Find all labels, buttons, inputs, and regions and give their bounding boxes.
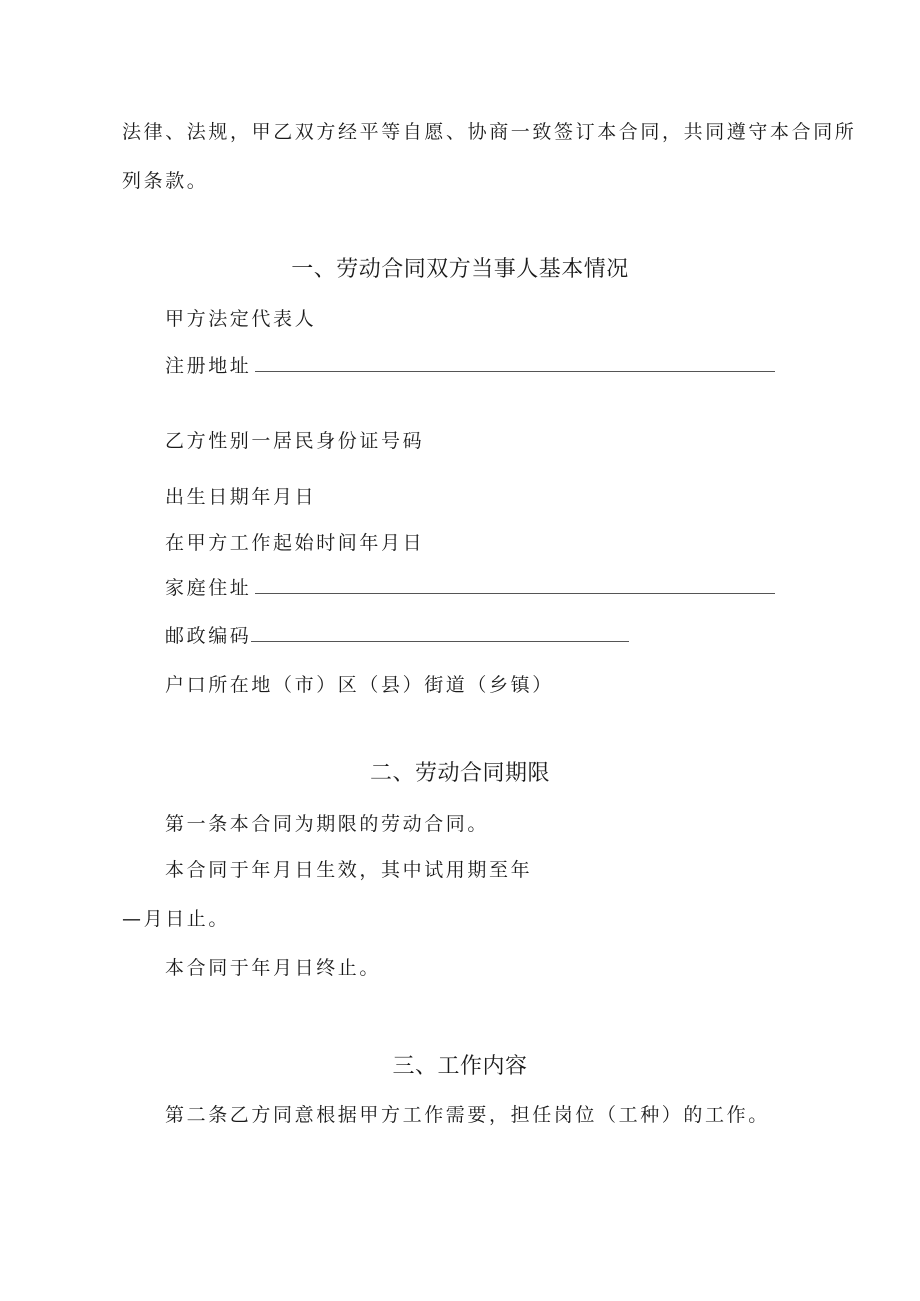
section-3-heading: 三、工作内容 (392, 1053, 528, 1078)
registered-address-row (165, 357, 775, 376)
postal-code-row (165, 627, 629, 646)
effective-date: 本合同于年月日生效，其中试用期至年 (165, 859, 533, 881)
birth-date: 出生日期年月日 (165, 486, 317, 508)
household-registration: 户口所在地（市）区（县）街道（乡镇） (165, 674, 554, 696)
termination-date: 本合同于年月日终止。 (165, 957, 382, 979)
home-address-label: 家庭住址 (165, 577, 252, 599)
article-1: 第一条本合同为期限的劳动合同。 (165, 813, 490, 835)
registered-address-blank (255, 357, 775, 372)
postal-code-label: 邮政编码 (165, 625, 252, 647)
article-2: 第二条乙方同意根据甲方工作需要，担任岗位（工种）的工作。 (165, 1104, 770, 1126)
party-a-representative: 甲方法定代表人 (165, 308, 317, 330)
party-b-gender-id: 乙方性别一居民身份证号码 (165, 430, 425, 452)
section-2-heading: 二、劳动合同期限 (369, 760, 550, 785)
home-address-row (165, 579, 775, 598)
postal-code-blank (251, 627, 629, 642)
intro-line-2: 列条款。 (122, 170, 209, 192)
registered-address-label: 注册地址 (165, 355, 252, 377)
section-1-heading: 一、劳动合同双方当事人基本情况 (291, 256, 629, 281)
work-start-date: 在甲方工作起始时间年月日 (165, 532, 425, 554)
home-address-blank (255, 579, 775, 594)
effective-date-continued: —月日止。 (122, 908, 231, 930)
intro-line-1: 法律、法规，甲乙双方经平等自愿、协商一致签订本合同，共同遵守本合同所 (122, 121, 857, 143)
